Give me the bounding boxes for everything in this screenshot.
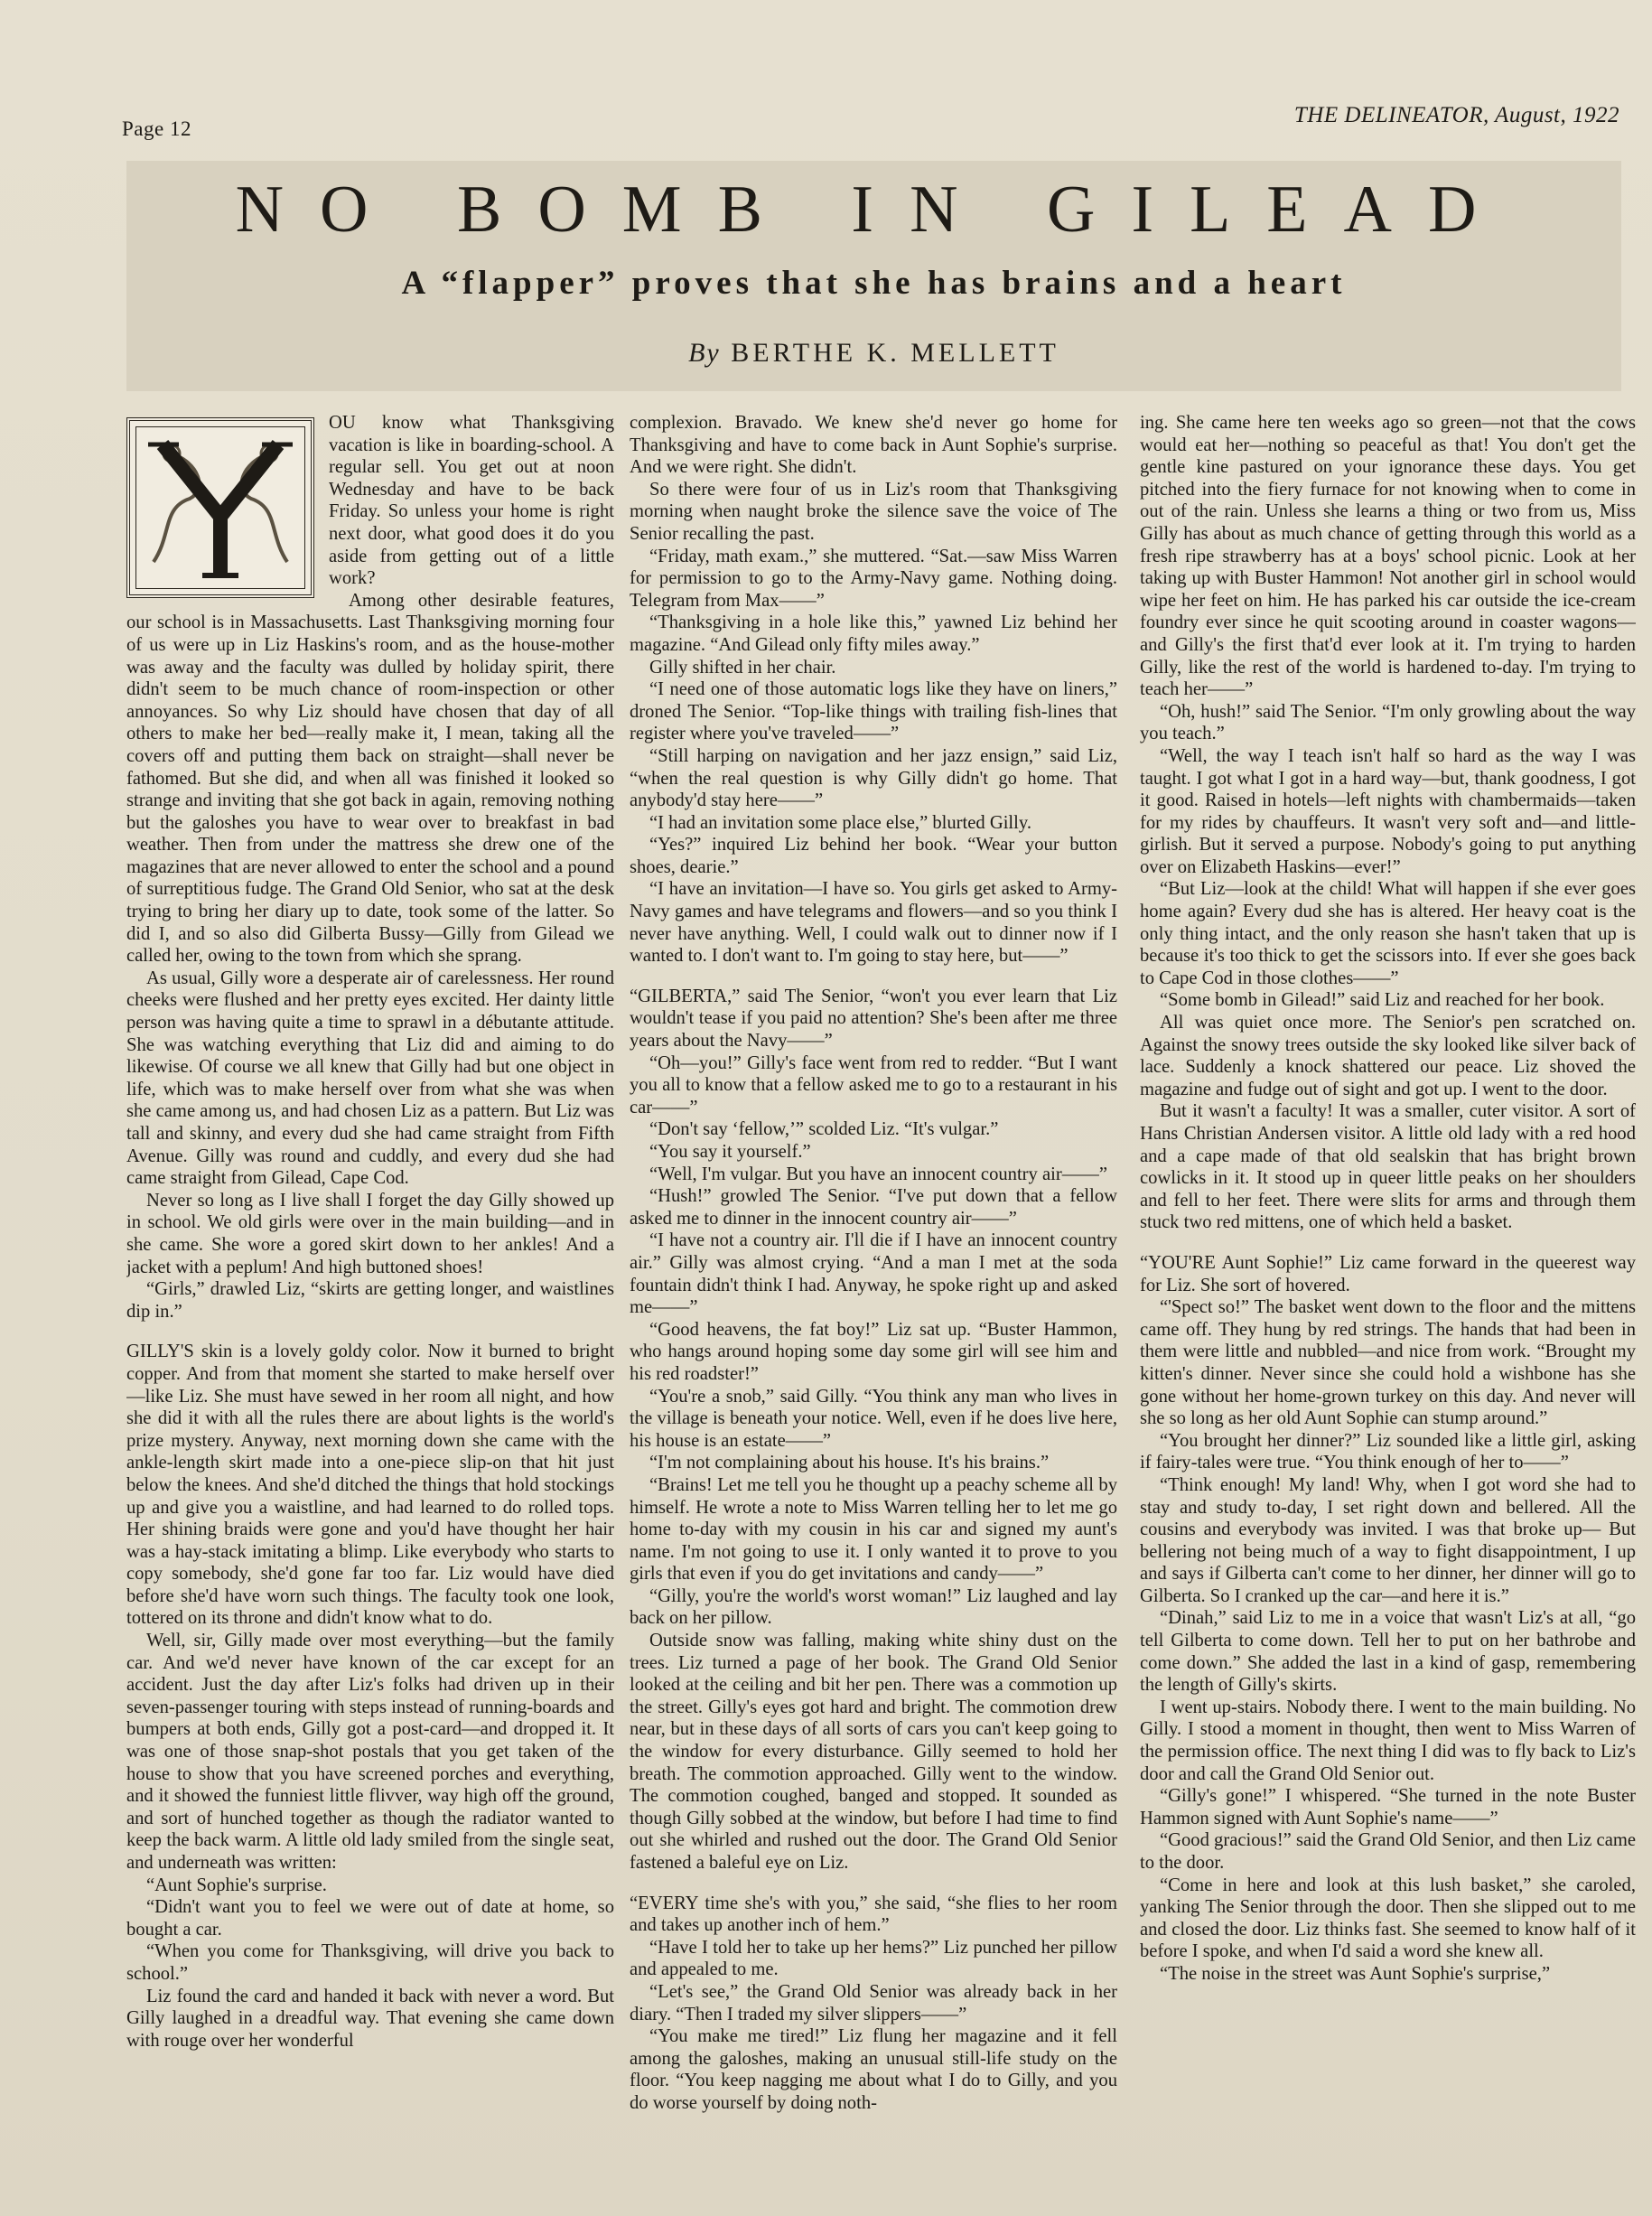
text-column-2 bbox=[630, 412, 1117, 2210]
byline bbox=[126, 338, 1621, 369]
paragraph: “Yes?” inquired Liz behind her book. “Wear your button shoes, dearie.” bbox=[630, 835, 1117, 877]
section-paragraph: “GILBERTA,” said The Senior, “won't you ever learn that Liz wouldn't tease if you paid no attention? She's been after me three years about the Navy——” bbox=[630, 986, 1117, 1052]
paragraph: “Aunt Sophie's surprise. bbox=[146, 1875, 327, 1895]
paragraph: All was quiet once more. The Senior's pen scratched on. Against the snowy trees outside the sky looked like silver back of lace. Suddenly a knock shattered our peace. Liz shoved the magazine and fudge out of sight and got up. I went to the door. bbox=[1140, 1013, 1636, 1099]
ornamental-initial-y-icon-svg bbox=[135, 426, 305, 589]
paragraph: “Girls,” drawled Liz, “skirts are getting longer, and waistlines dip in.” bbox=[126, 1279, 614, 1322]
paragraph: As usual, Gilly wore a desperate air of carelessness. Her round cheeks were flushed and her pretty eyes excited. Her dainty little person was having quite a time to sprawl in a débutante attitude. She was watching everything that Liz did and aiming to do likewise. Of course we all knew that Gilly had but one object in life, which was to make herself over from what she was when she came among us, and had chosen Liz as a pattern. But Liz was tall and skinny, and every dud she had came straight from Fifth Avenue. Gilly was round and cuddly, and every dud she had came straight from Gilead, Cape Cod. bbox=[126, 968, 614, 1189]
paragraph: “You say it yourself.” bbox=[649, 1142, 811, 1162]
paragraph: So there were four of us in Liz's room that Thanksgiving morning when naught broke the silence save the voice of The Senior recalling the past. bbox=[630, 479, 1117, 544]
paragraph: “You're a snob,” said Gilly. “You think any man who lives in the village is beneath your notice. Well, even if he does live here, his house is an estate——” bbox=[630, 1386, 1117, 1451]
paragraph: “I need one of those automatic logs like they have on liners,” droned The Senior. “Top-like things with trailing fish-lines that register where you've traveled——” bbox=[630, 679, 1117, 744]
paragraph: Among other desirable features, our school is in Massachusetts. Last Thanksgiving morning four of us were up in Liz Haskins's room, and as the house-mother was away and the faculty was dulled by holiday spirit, there didn't seem to be much chance of room-inspection or other annoyances. So why Liz should have chosen that day of all others to make her bed—really make it, I mean, taking all the covers off and putting them back on straight—shall never be fathomed. But she did, and when all was finished it looked so strange and inviting that she got back in again, removing nothing but the galoshes you have to wear over to breakfast in bad weather. Then from under the mattress she drew one of the magazines that are never allowed to enter the school and a pound of surreptitious fudge. The Grand Old Senior, who sat at the desk trying to bring her diary up to date, took some of the latter. So did I, and so also did Gilberta Bussy—Gilly from Gilead we called her, owing to the town from which she sprang. bbox=[126, 590, 614, 967]
paragraph: complexion. Bravado. We knew she'd never go home for Thanksgiving and have to come back in Aunt Sophie's surprise. And we were right. She didn't. bbox=[630, 413, 1117, 478]
paragraph: “Good gracious!” said the Grand Old Senior, and then Liz came to the door. bbox=[1140, 1830, 1636, 1873]
paragraph: “Thanksgiving in a hole like this,” yawned Liz behind her magazine. “And Gilead only fifty miles away.” bbox=[630, 612, 1117, 655]
paragraph: “Well, the way I teach isn't half so hard as the way I was taught. I got what I got in a hard way—but, thank goodness, I got it good. Raised in hotels—left nights with chambermaids—taken for my rides by chauffeurs. It wasn't very soft and—and little-girlish. But it served a purpose. Nobody's going to put anything over on Elizabeth Haskins—ever!” bbox=[1140, 745, 1636, 877]
text-column-3 bbox=[1140, 412, 1636, 2210]
byline-prefix: By bbox=[688, 338, 721, 368]
paragraph: Gilly shifted in her chair. bbox=[649, 657, 836, 678]
paragraph: “Let's see,” the Grand Old Senior was already back in her diary. “Then I traded my silver slippers——” bbox=[630, 1981, 1117, 2024]
paragraph: “The noise in the street was Aunt Sophie's surprise,” bbox=[1160, 1963, 1551, 1984]
article-title: NO BOMB IN GILEAD bbox=[235, 173, 1513, 247]
paragraph: “When you come for Thanksgiving, will drive you back to school.” bbox=[126, 1941, 614, 1984]
page-number: Page 12 bbox=[122, 117, 191, 140]
paragraph: “Some bomb in Gilead!” said Liz and reached for her book. bbox=[1160, 990, 1605, 1011]
section-paragraph: “YOU'RE Aunt Sophie!” Liz came forward in the queerest way for Liz. She sort of hovered. bbox=[1140, 1252, 1636, 1295]
paragraph: Outside snow was falling, making white shiny dust on the trees. Liz turned a page of her book. The Grand Old Senior looked at the ceiling and bit her pen. There was a commotion up the street. Gilly's eyes got hard and bright. The commotion drew near, but in these days of all sorts of cars you can't keep going to the window for every disturbance. Gilly seemed to hold her breath. The commotion approached. Gilly went to the window. The commotion coughed, banged and stopped. It sounded as though Gilly sobbed at the window, but before I had time to find out she whirled and rushed out the door. The Grand Old Senior fastened a baleful eye on Liz. bbox=[630, 1631, 1117, 1873]
text-column-1 bbox=[126, 412, 614, 2210]
paragraph: “Come in here and look at this lush basket,” she caroled, yanking The Senior through the door. Then she slipped out to me and closed the door. Liz thinks fast. She seemed to know half of it before I spoke, and when I'd said a word she knew all. bbox=[1140, 1875, 1636, 1962]
paragraph: “Gilly's gone!” I whispered. “She turned in the note Buster Hammon signed with Aunt Sophie's name——” bbox=[1140, 1786, 1636, 1828]
paragraph: “You make me tired!” Liz flung her magazine and it fell among the galoshes, making an unusual still-life study on the floor. “You keep nagging me about what I do to Gilly, and you do worse yourself by doing noth- bbox=[630, 2026, 1117, 2113]
paragraph: Well, sir, Gilly made over most everything—but the family car. And we'd never have known of the car except for an accident. Just the day after Liz's folks had driven up in their seven-passenger touring with steps instead of running-boards and bumpers at both ends, Gilly got a post-card—and dropped it. It was one of those snap-shot postals that you get taken of the house to show that you have screened porches and everything, and it showed the funniest little flivver, way high off the ground, and sort of hunched together as though the radiator wanted to keep the back warm. A little old lady smiled from the single seat, and underneath was written: bbox=[126, 1631, 614, 1873]
ornamental-initial-y-icon bbox=[126, 417, 314, 598]
paragraph: “Think enough! My land! Why, when I got word she had to stay and study to-day, I set right down and bellered. All the cousins and everybody was invited. I was that broke up— But bellering not being much of a way to fight disappointment, I up and says if Gilberta can't come to her dinner, her dinner will go to Gilberta. So I cranked up the car—and here it is.” bbox=[1140, 1474, 1636, 1606]
paragraph: “But Liz—look at the child! What will happen if she ever goes home again? Every dud she has is altered. Her heavy coat is the only thing intact, and the only reason she hasn't taken that up is because it's too thick to get the scissors into. If ever she goes back to Cape Cod in those clothes——” bbox=[1140, 879, 1636, 988]
paragraph: “Dinah,” said Liz to me in a voice that wasn't Liz's at all, “go tell Gilberta to come down. Tell her to put on her bathrobe and come down.” She added the last in a kind of gasp, remembering the length of Gilly's skirts. bbox=[1140, 1608, 1636, 1696]
paragraph: “Have I told her to take up her hems?” Liz punched her pillow and appealed to me. bbox=[630, 1937, 1117, 1980]
paragraph: But it wasn't a faculty! It was a smaller, cuter visitor. A sort of Hans Christian Andersen visitor. A little old lady with a red hood and a cape made of that old sealskin that has bright brown cowlicks in it. It stood up in queer little peaks on her shoulders and fell to her feet. There were slits for arms and through them stuck two red mittens, one of which held a basket. bbox=[1140, 1101, 1636, 1233]
paragraph: “Good heavens, the fat boy!” Liz sat up. “Buster Hammon, who hangs around hoping some day some girl will see him and his red roadster!” bbox=[630, 1319, 1117, 1384]
paragraph: “Don't say ‘fellow,’” scolded Liz. “It's vulgar.” bbox=[649, 1119, 999, 1140]
paragraph: “Oh, hush!” said The Senior. “I'm only growling about the way you teach.” bbox=[1140, 701, 1636, 744]
paragraph: “I had an invitation some place else,” blurted Gilly. bbox=[649, 812, 1031, 833]
paragraph: “Friday, math exam.,” she muttered. “Sat.—saw Miss Warren for permission to go to the Army-Navy game. Nothing doing. Telegram from Max——” bbox=[630, 546, 1117, 611]
paragraph: “Hush!” growled The Senior. “I've put down that a fellow asked me to dinner in the innocent country air——” bbox=[630, 1186, 1117, 1229]
paragraph: “Oh—you!” Gilly's face went from red to redder. “But I want you all to know that a fellow asked me to go to a restaurant in his car——” bbox=[630, 1052, 1117, 1117]
paragraph: I went up-stairs. Nobody there. I went to the main building. No Gilly. I stood a moment in thought, then went to Miss Warren of the permission office. The next thing I did was to fly back to Liz's door and call the Grand Old Senior out. bbox=[1140, 1697, 1636, 1784]
paragraph: “Still harping on navigation and her jazz ensign,” said Liz, “when the real question is why Gilly didn't go home. That anybody'd stay here——” bbox=[630, 745, 1117, 811]
paragraph: “I have not a country air. I'll die if I have an innocent country air.” Gilly was almost crying. “And a man I met at the soda fountain didn't think I had. Anyway, he spoke right up and asked me——” bbox=[630, 1230, 1117, 1318]
paragraph: “Well, I'm vulgar. But you have an innocent country air——” bbox=[649, 1164, 1108, 1184]
paragraph: “You brought her dinner?” Liz sounded like a little girl, asking if fairy-tales were true. “You think enough of her to——” bbox=[1140, 1430, 1636, 1473]
section-paragraph: GILLY'S skin is a lovely goldy color. Now it burned to bright copper. And from that moment she started to make herself over—like Liz. She must have sewed in her room all night, and how she did it with all the rules there are about lights is the world's prize mystery. Anyway, next morning down she came with the ankle-length skirt made into a one-piece slip-on that hit just below the knees. And she'd ditched the things that hold stockings up and give you a waistline, and had learned to do rolled tops. Her shining braids were gone and you'd have thought her hair was a hay-stack imitating a blimp. Like everybody who starts to copy somebody, she'd gone far too far. Liz would have died before she'd have worn such things. The faculty took one look, tottered on its throne and didn't know what to do. bbox=[126, 1342, 614, 1629]
paragraph: “Gilly, you're the world's worst woman!” Liz laughed and lay back on her pillow. bbox=[630, 1585, 1117, 1629]
article-subtitle: A “flapper” proves that she has brains and a heart bbox=[401, 265, 1347, 302]
paragraph: OU know what Thanksgiving vacation is like in boarding-school. A regular sell. You get out at noon Wednesday and have to be back Friday. So unless your home is right next door, what good does it do you aside from getting out of a little work? bbox=[329, 413, 614, 589]
section-paragraph: “EVERY time she's with you,” she said, “she flies to her room and takes up another inch of hem.” bbox=[630, 1893, 1117, 1936]
paragraph: “'Spect so!” The basket went down to the floor and the mittens came off. They hung by red strings. The hands that had been in them were little and nubbled—and nice from work. “Brought my kitten's dinner. Never since she could hold a wishbone has she gone without her home-grown turkey on this day. And never will she so long as her old Aunt Sophie can stump around.” bbox=[1140, 1297, 1636, 1429]
paragraph: Never so long as I live shall I forget the day Gilly showed up in school. We old girls were over in the main building—and in she came. She wore a gored skirt down to her ankles! And a jacket with a peplum! And high buttoned shoes! bbox=[126, 1190, 614, 1277]
paragraph: Liz found the card and handed it back with never a word. But Gilly laughed in a dreadful way. That evening she came down with rouge over her wonderful bbox=[126, 1986, 614, 2051]
author-name: BERTHE K. MELLETT bbox=[731, 338, 1059, 368]
paragraph: “Didn't want you to feel we were out of date at home, so bought a car. bbox=[126, 1897, 614, 1940]
paragraph: “I'm not complaining about his house. It's his brains.” bbox=[649, 1453, 1050, 1473]
magazine-masthead: THE DELINEATOR, August, 1922 bbox=[1293, 103, 1619, 127]
paragraph: ing. She came here ten weeks ago so green—not that the cows would eat her—nothing so peaceful as that! You don't get the gentle kine pastured on your ignorance these days. You get pitched into the fiery furnace for not knowing when to come in out of the rain. Unless she learns a thing or two from us, Miss Gilly has about as much chance of getting through this world as a fresh ripe strawberry has at a boys' school picnic. Look at her taking up with Buster Hammon! Not another girl in school would wipe her feet on him. He has parked his car outside the ice-cream foundry ever since he quit scooting around in coaster wagons—and Gilly's the first that'd ever look at it. I'm trying to harden Gilly, like the rest of the world is hardened to-day. I'm trying to teach her——” bbox=[1140, 413, 1636, 700]
paragraph: “Brains! Let me tell you he thought up a peachy scheme all by himself. He wrote a note to Miss Warren telling her to let me go home to-day with my cousin in his car and signed my aunt's name. I'm not going to use it. I only wanted it to prove to you girls that even if you do get invitations and candy——” bbox=[630, 1474, 1117, 1585]
paragraph: “I have an invitation—I have so. You girls get asked to Army-Navy games and have telegrams and flowers—and so you think I never have anything. Well, I could walk out to dinner now if I wanted to. I don't want to. I'm going to stay here, but——” bbox=[630, 879, 1117, 967]
